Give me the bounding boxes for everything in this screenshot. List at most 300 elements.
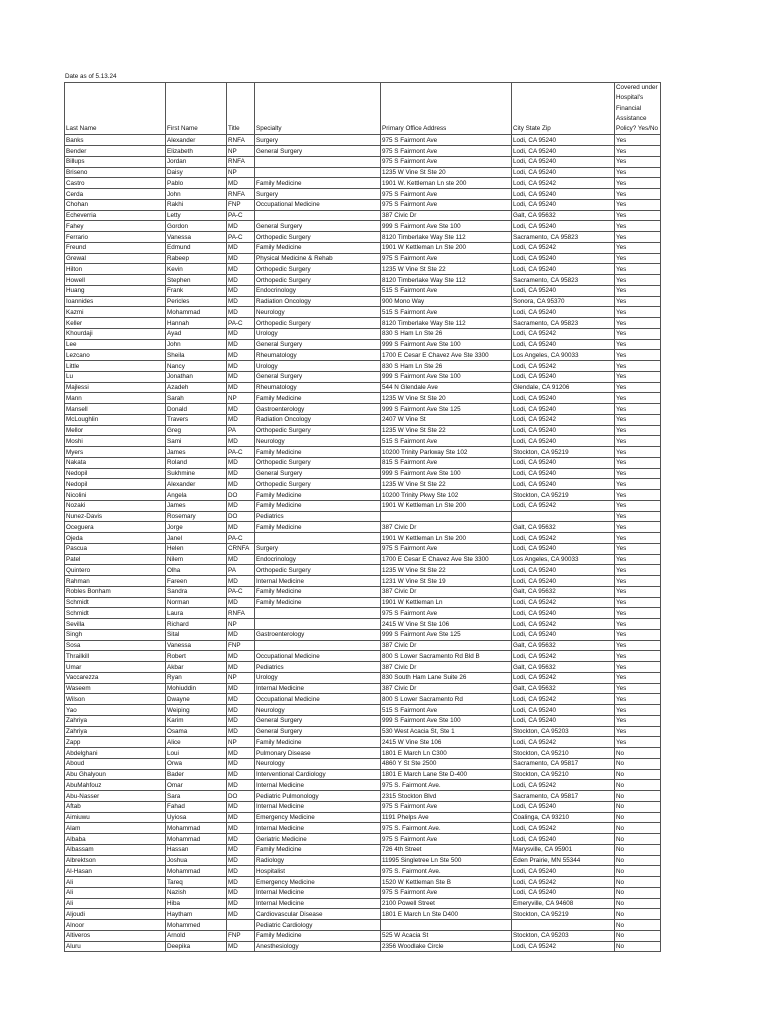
city-state-zip-cell: Lodi, CA 95242	[512, 178, 615, 189]
title-cell: MD	[227, 328, 255, 339]
specialty-cell: Geriatric Medicine	[255, 834, 381, 845]
table-row	[65, 920, 661, 931]
last-name-cell: Mellor	[65, 425, 166, 436]
table-row	[65, 350, 661, 361]
title-cell: NP	[227, 167, 255, 178]
last-name-cell: Zahriya	[65, 715, 166, 726]
first-name-cell: Jorge	[166, 522, 227, 533]
col-header-last-name: Last Name	[65, 83, 166, 135]
city-state-zip-cell: Lodi, CA 95242	[512, 651, 615, 662]
title-cell: MD	[227, 382, 255, 393]
title-cell: PA-C	[227, 318, 255, 329]
address-cell: 975 S. Fairmont Ave.	[381, 823, 512, 834]
table-row	[65, 361, 661, 372]
last-name-cell: Ali	[65, 877, 166, 888]
title-cell: MD	[227, 404, 255, 415]
covered-cell: Yes	[615, 468, 661, 479]
address-cell: 1700 E Cesar E Chavez Ave Ste 3300	[381, 350, 512, 361]
table-row	[65, 328, 661, 339]
address-cell: 975 S. Fairmont Ave.	[381, 780, 512, 791]
address-cell: 8120 Timberlake Way Ste 112	[381, 232, 512, 243]
first-name-cell: Angela	[166, 490, 227, 501]
last-name-cell: Albassam	[65, 844, 166, 855]
title-cell: MD	[227, 522, 255, 533]
first-name-cell: Rabeep	[166, 253, 227, 264]
col-header-city-state-zip: City State Zip	[512, 83, 615, 135]
specialty-cell: Orthopedic Surgery	[255, 457, 381, 468]
address-cell: 800 S Lower Sacramento Rd	[381, 694, 512, 705]
table-row	[65, 758, 661, 769]
covered-cell: Yes	[615, 382, 661, 393]
last-name-cell: AbuMahfouz	[65, 780, 166, 791]
city-state-zip-cell: Sacramento, CA 95817	[512, 791, 615, 802]
address-cell: 530 West Acacia St, Ste 1	[381, 726, 512, 737]
specialty-cell: Family Medicine	[255, 178, 381, 189]
last-name-cell: Ferrario	[65, 232, 166, 243]
table-row	[65, 253, 661, 264]
provider-table	[64, 82, 661, 952]
first-name-cell: Bader	[166, 769, 227, 780]
first-name-cell: Mohammad	[166, 307, 227, 318]
first-name-cell: John	[166, 189, 227, 200]
last-name-cell: Schmidt	[65, 597, 166, 608]
specialty-cell: Neurology	[255, 307, 381, 318]
city-state-zip-cell: Lodi, CA 95240	[512, 371, 615, 382]
covered-cell: Yes	[615, 500, 661, 511]
city-state-zip-cell: Lodi, CA 95240	[512, 705, 615, 716]
title-cell: MD	[227, 275, 255, 286]
title-cell: MD	[227, 350, 255, 361]
table-row	[65, 404, 661, 415]
address-cell: 830 S Ham Ln Ste 26	[381, 361, 512, 372]
specialty-cell: Hospitalist	[255, 866, 381, 877]
address-cell: 999 S Fairmont Ave Ste 100	[381, 468, 512, 479]
specialty-cell: Internal Medicine	[255, 898, 381, 909]
covered-cell: Yes	[615, 156, 661, 167]
city-state-zip-cell: Sacramento, CA 95817	[512, 758, 615, 769]
first-name-cell: Ryan	[166, 672, 227, 683]
specialty-cell: Family Medicine	[255, 490, 381, 501]
covered-cell: Yes	[615, 662, 661, 673]
last-name-cell: Altiveros	[65, 930, 166, 941]
specialty-cell: Urology	[255, 328, 381, 339]
table-row	[65, 490, 661, 501]
table-row	[65, 715, 661, 726]
address-cell: 975 S Fairmont Ave	[381, 199, 512, 210]
covered-cell: Yes	[615, 597, 661, 608]
last-name-cell: Grewal	[65, 253, 166, 264]
city-state-zip-cell: Lodi, CA 95240	[512, 189, 615, 200]
title-cell: MD	[227, 554, 255, 565]
title-cell	[227, 920, 255, 931]
specialty-cell: Anesthesiology	[255, 941, 381, 952]
first-name-cell: Jonathan	[166, 371, 227, 382]
address-cell: 1801 E March Ln Ste D400	[381, 909, 512, 920]
city-state-zip-cell: Lodi, CA 95240	[512, 457, 615, 468]
table-row	[65, 414, 661, 425]
address-cell: 1235 W Vine St Ste 22	[381, 565, 512, 576]
last-name-cell: Nicolini	[65, 490, 166, 501]
table-row	[65, 285, 661, 296]
last-name-cell: Thrailkill	[65, 651, 166, 662]
address-cell: 815 S Fairmont Ave	[381, 457, 512, 468]
covered-cell: Yes	[615, 425, 661, 436]
address-cell: 800 S Lower Sacramento Rd Bld B	[381, 651, 512, 662]
title-cell: MD	[227, 576, 255, 587]
last-name-cell: Singh	[65, 629, 166, 640]
covered-cell: Yes	[615, 608, 661, 619]
first-name-cell: Omar	[166, 780, 227, 791]
specialty-cell: Interventional Cardiology	[255, 769, 381, 780]
specialty-cell: Rheumatology	[255, 382, 381, 393]
address-cell: 999 S Fairmont Ave Ste 125	[381, 404, 512, 415]
first-name-cell: Mohammad	[166, 866, 227, 877]
table-row	[65, 619, 661, 630]
city-state-zip-cell: Galt, CA 95632	[512, 662, 615, 673]
address-cell: 1801 E March Ln C300	[381, 748, 512, 759]
table-row	[65, 651, 661, 662]
last-name-cell: Schmidt	[65, 608, 166, 619]
first-name-cell: James	[166, 500, 227, 511]
address-cell: 1235 W Vine St Ste 22	[381, 479, 512, 490]
city-state-zip-cell: Lodi, CA 95240	[512, 887, 615, 898]
address-cell: 900 Mono Way	[381, 296, 512, 307]
specialty-cell: Orthopedic Surgery	[255, 264, 381, 275]
table-row	[65, 425, 661, 436]
first-name-cell: Daisy	[166, 167, 227, 178]
specialty-cell: General Surgery	[255, 146, 381, 157]
city-state-zip-cell: Stockton, CA 95203	[512, 726, 615, 737]
covered-cell: Yes	[615, 554, 661, 565]
title-cell: NP	[227, 393, 255, 404]
last-name-cell: Fahey	[65, 221, 166, 232]
covered-cell: Yes	[615, 264, 661, 275]
specialty-cell: Family Medicine	[255, 597, 381, 608]
table-row	[65, 210, 661, 221]
last-name-cell: Abu-Nasser	[65, 791, 166, 802]
city-state-zip-cell: Sacramento, CA 95823	[512, 232, 615, 243]
table-row	[65, 264, 661, 275]
table-row	[65, 629, 661, 640]
city-state-zip-cell: Galt, CA 95632	[512, 640, 615, 651]
col-header-title: Title	[227, 83, 255, 135]
city-state-zip-cell: Stockton, CA 95210	[512, 748, 615, 759]
first-name-cell: Hannah	[166, 318, 227, 329]
specialty-cell: Gastroenterology	[255, 404, 381, 415]
last-name-cell: Banks	[65, 135, 166, 146]
last-name-cell: Aljoudi	[65, 909, 166, 920]
city-state-zip-cell: Lodi, CA 95242	[512, 823, 615, 834]
table-row	[65, 834, 661, 845]
first-name-cell: Vanessa	[166, 232, 227, 243]
first-name-cell: Pablo	[166, 178, 227, 189]
city-state-zip-cell: Lodi, CA 95240	[512, 866, 615, 877]
table-row	[65, 189, 661, 200]
title-cell: MD	[227, 371, 255, 382]
title-cell: PA-C	[227, 232, 255, 243]
address-cell: 1235 W Vine St Ste 20	[381, 393, 512, 404]
covered-cell: Yes	[615, 694, 661, 705]
last-name-cell: Ojeda	[65, 533, 166, 544]
table-row	[65, 457, 661, 468]
title-cell: MD	[227, 296, 255, 307]
first-name-cell: Mohiuddin	[166, 683, 227, 694]
specialty-cell: Radiation Oncology	[255, 414, 381, 425]
first-name-cell: Haytham	[166, 909, 227, 920]
title-cell: MD	[227, 758, 255, 769]
city-state-zip-cell: Lodi, CA 95242	[512, 619, 615, 630]
specialty-cell: Occupational Medicine	[255, 199, 381, 210]
title-cell: MD	[227, 877, 255, 888]
col-header-specialty: Specialty	[255, 83, 381, 135]
table-row	[65, 855, 661, 866]
title-cell: PA-C	[227, 210, 255, 221]
address-cell: 999 S Fairmont Ave Ste 125	[381, 629, 512, 640]
address-cell: 544 N Glendale Ave	[381, 382, 512, 393]
table-row	[65, 705, 661, 716]
last-name-cell: Castro	[65, 178, 166, 189]
city-state-zip-cell: Lodi, CA 95242	[512, 941, 615, 952]
covered-cell: No	[615, 920, 661, 931]
first-name-cell: Letty	[166, 210, 227, 221]
address-cell: 2415 W Vine Ste 106	[381, 737, 512, 748]
first-name-cell: Sheila	[166, 350, 227, 361]
first-name-cell: Sara	[166, 791, 227, 802]
last-name-cell: Nunez-Davis	[65, 511, 166, 522]
last-name-cell: Bender	[65, 146, 166, 157]
covered-cell: No	[615, 855, 661, 866]
table-row	[65, 156, 661, 167]
last-name-cell: Al-Hasan	[65, 866, 166, 877]
last-name-cell: Waseem	[65, 683, 166, 694]
address-cell: 1801 E March Lane Ste D-400	[381, 769, 512, 780]
address-cell: 11995 Singletree Ln Ste 500	[381, 855, 512, 866]
table-row	[65, 135, 661, 146]
table-row	[65, 694, 661, 705]
first-name-cell: Karim	[166, 715, 227, 726]
table-row	[65, 565, 661, 576]
first-name-cell: Travers	[166, 414, 227, 425]
specialty-cell: Rheumatology	[255, 350, 381, 361]
city-state-zip-cell: Lodi, CA 95240	[512, 221, 615, 232]
city-state-zip-cell: Lodi, CA 95242	[512, 242, 615, 253]
covered-cell: Yes	[615, 683, 661, 694]
specialty-cell: Family Medicine	[255, 844, 381, 855]
title-cell: MD	[227, 694, 255, 705]
first-name-cell: Orwa	[166, 758, 227, 769]
specialty-cell: Urology	[255, 361, 381, 372]
city-state-zip-cell: Stockton, CA 95210	[512, 769, 615, 780]
specialty-cell: General Surgery	[255, 715, 381, 726]
last-name-cell: Howell	[65, 275, 166, 286]
city-state-zip-cell: Lodi, CA 95240	[512, 264, 615, 275]
first-name-cell: Vanessa	[166, 640, 227, 651]
address-cell: 2407 W Vine St	[381, 414, 512, 425]
specialty-cell: Endocrinology	[255, 554, 381, 565]
title-cell: MD	[227, 748, 255, 759]
covered-cell: No	[615, 887, 661, 898]
city-state-zip-cell: Galt, CA 95632	[512, 210, 615, 221]
first-name-cell: Uyiosa	[166, 812, 227, 823]
table-row	[65, 586, 661, 597]
covered-cell: No	[615, 791, 661, 802]
table-row	[65, 823, 661, 834]
specialty-cell: Pediatric Pulmonology	[255, 791, 381, 802]
specialty-cell: Orthopedic Surgery	[255, 425, 381, 436]
address-cell: 999 S Fairmont Ave Ste 100	[381, 339, 512, 350]
first-name-cell: Rakhi	[166, 199, 227, 210]
table-row	[65, 242, 661, 253]
title-cell: NP	[227, 672, 255, 683]
specialty-cell: Neurology	[255, 436, 381, 447]
last-name-cell: Lu	[65, 371, 166, 382]
last-name-cell: Myers	[65, 447, 166, 458]
city-state-zip-cell: Sacramento, CA 95823	[512, 275, 615, 286]
specialty-cell: General Surgery	[255, 339, 381, 350]
covered-cell: No	[615, 877, 661, 888]
table-row	[65, 576, 661, 587]
last-name-cell: Albaba	[65, 834, 166, 845]
city-state-zip-cell: Lodi, CA 95240	[512, 285, 615, 296]
specialty-cell: Endocrinology	[255, 285, 381, 296]
city-state-zip-cell: Lodi, CA 95240	[512, 404, 615, 415]
address-cell: 1901 W Kettleman Ln Ste 200	[381, 533, 512, 544]
address-cell: 387 Civic Dr	[381, 522, 512, 533]
specialty-cell: Gastroenterology	[255, 629, 381, 640]
first-name-cell: Elizabeth	[166, 146, 227, 157]
title-cell: MD	[227, 662, 255, 673]
address-cell: 975 S. Fairmont Ave.	[381, 866, 512, 877]
covered-cell: Yes	[615, 586, 661, 597]
title-cell: PA-C	[227, 447, 255, 458]
address-cell: 515 S Fairmont Ave	[381, 285, 512, 296]
title-cell: MD	[227, 887, 255, 898]
covered-cell: Yes	[615, 350, 661, 361]
title-cell: MD	[227, 457, 255, 468]
city-state-zip-cell: Lodi, CA 95240	[512, 156, 615, 167]
address-cell: 1235 W Vine St Ste 22	[381, 264, 512, 275]
last-name-cell: Vaccarezza	[65, 672, 166, 683]
covered-cell: Yes	[615, 576, 661, 587]
last-name-cell: Robles Bonham	[65, 586, 166, 597]
title-cell: MD	[227, 264, 255, 275]
first-name-cell: Pericles	[166, 296, 227, 307]
city-state-zip-cell	[512, 511, 615, 522]
specialty-cell: Radiation Oncology	[255, 296, 381, 307]
title-cell: NP	[227, 737, 255, 748]
address-cell	[381, 920, 512, 931]
last-name-cell: Mann	[65, 393, 166, 404]
city-state-zip-cell: Lodi, CA 95240	[512, 834, 615, 845]
last-name-cell: Nozaki	[65, 500, 166, 511]
covered-cell: Yes	[615, 221, 661, 232]
specialty-cell: Internal Medicine	[255, 887, 381, 898]
table-row	[65, 672, 661, 683]
title-cell: PA	[227, 565, 255, 576]
covered-cell: Yes	[615, 404, 661, 415]
covered-cell: Yes	[615, 307, 661, 318]
specialty-cell: Internal Medicine	[255, 780, 381, 791]
address-cell: 1235 W Vine St Ste 22	[381, 425, 512, 436]
covered-cell: Yes	[615, 285, 661, 296]
covered-cell: No	[615, 769, 661, 780]
city-state-zip-cell: Lodi, CA 95240	[512, 436, 615, 447]
table-row	[65, 662, 661, 673]
last-name-cell: McLoughlin	[65, 414, 166, 425]
title-cell: DO	[227, 511, 255, 522]
specialty-cell	[255, 619, 381, 630]
covered-cell: Yes	[615, 189, 661, 200]
specialty-cell: Family Medicine	[255, 930, 381, 941]
address-cell: 515 S Fairmont Ave	[381, 705, 512, 716]
title-cell: MD	[227, 285, 255, 296]
table-row	[65, 275, 661, 286]
city-state-zip-cell: Lodi, CA 95240	[512, 608, 615, 619]
title-cell: MD	[227, 651, 255, 662]
city-state-zip-cell: Galt, CA 95632	[512, 586, 615, 597]
title-cell: DO	[227, 490, 255, 501]
address-cell: 525 W Acacia St	[381, 930, 512, 941]
title-cell: FNP	[227, 640, 255, 651]
table-row	[65, 178, 661, 189]
specialty-cell: Surgery	[255, 189, 381, 200]
first-name-cell: Dwayne	[166, 694, 227, 705]
first-name-cell: Mohammad	[166, 823, 227, 834]
table-row	[65, 436, 661, 447]
address-cell: 2415 W Vine St Ste 106	[381, 619, 512, 630]
city-state-zip-cell: Lodi, CA 95240	[512, 339, 615, 350]
last-name-cell: Billups	[65, 156, 166, 167]
last-name-cell: Rahman	[65, 576, 166, 587]
title-cell: NP	[227, 619, 255, 630]
first-name-cell: Richard	[166, 619, 227, 630]
covered-cell: Yes	[615, 479, 661, 490]
last-name-cell: Lee	[65, 339, 166, 350]
table-row	[65, 748, 661, 759]
title-cell: FNP	[227, 930, 255, 941]
covered-cell: Yes	[615, 167, 661, 178]
last-name-cell: Patel	[65, 554, 166, 565]
first-name-cell: Olha	[166, 565, 227, 576]
address-cell: 999 S Fairmont Ave Ste 100	[381, 221, 512, 232]
specialty-cell: Orthopedic Surgery	[255, 275, 381, 286]
first-name-cell: Sami	[166, 436, 227, 447]
covered-cell: No	[615, 812, 661, 823]
first-name-cell: Sarah	[166, 393, 227, 404]
city-state-zip-cell: Los Angeles, CA 90033	[512, 350, 615, 361]
title-cell: MD	[227, 597, 255, 608]
table-row	[65, 232, 661, 243]
table-row	[65, 941, 661, 952]
specialty-cell: Cardiovascular Disease	[255, 909, 381, 920]
covered-cell: Yes	[615, 619, 661, 630]
first-name-cell: Joshua	[166, 855, 227, 866]
covered-cell: Yes	[615, 651, 661, 662]
specialty-cell: Emergency Medicine	[255, 877, 381, 888]
specialty-cell: Surgery	[255, 543, 381, 554]
address-cell: 975 S Fairmont Ave	[381, 156, 512, 167]
covered-cell: Yes	[615, 640, 661, 651]
first-name-cell: Arnold	[166, 930, 227, 941]
last-name-cell: Aboud	[65, 758, 166, 769]
last-name-cell: Nedopil	[65, 468, 166, 479]
first-name-cell: Frank	[166, 285, 227, 296]
specialty-cell: Neurology	[255, 705, 381, 716]
title-cell: MD	[227, 500, 255, 511]
city-state-zip-cell: Marysville, CA 95901	[512, 844, 615, 855]
address-cell: 830 South Ham Lane Suite 26	[381, 672, 512, 683]
covered-cell: No	[615, 909, 661, 920]
